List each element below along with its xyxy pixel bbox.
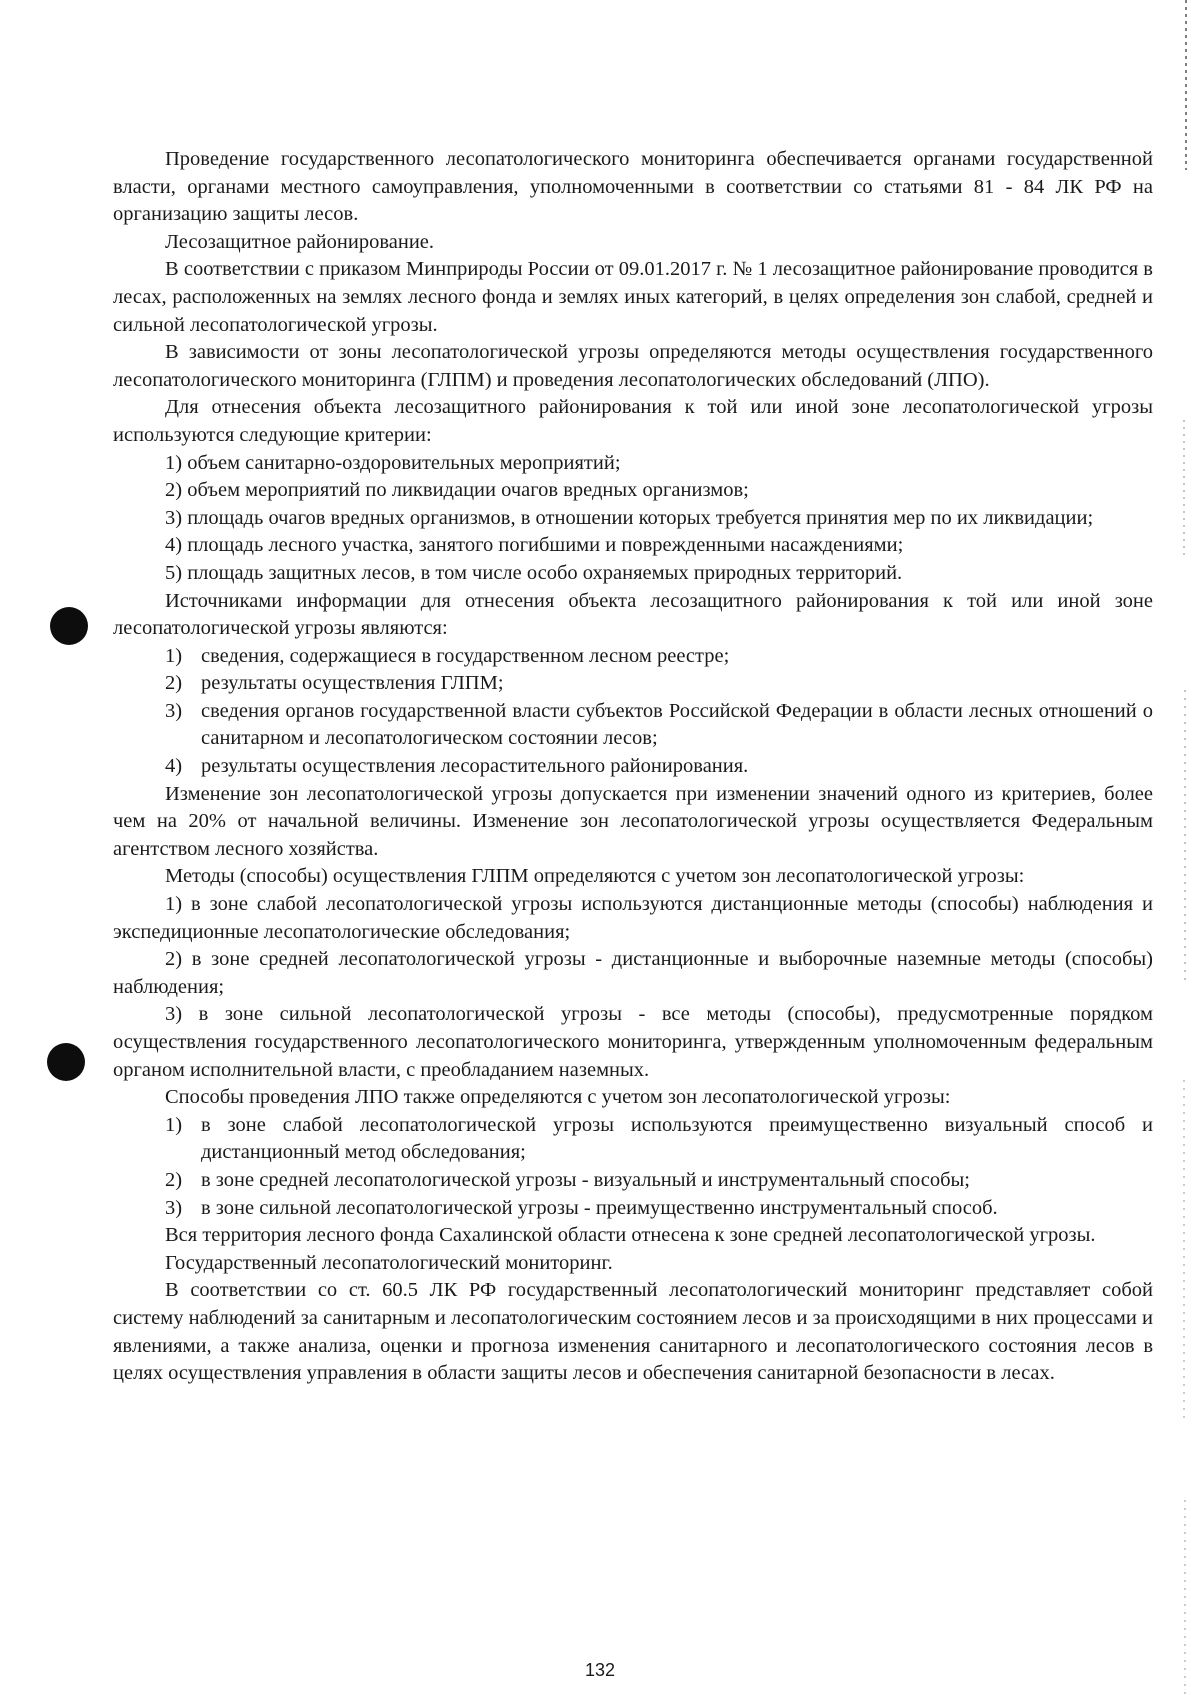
glpm-method-item: 2) в зоне средней лесопатологической угрозы - дистанционные и выборочные наземные методы (способы) наблюдения; <box>113 948 1153 998</box>
paragraph: В зависимости от зоны лесопатологической угрозы определяются методы осуществления государственного лесопатологического мониторинга (ГЛПМ) и проведения лесопатологических обследований (ЛПО). <box>113 341 1153 391</box>
scan-edge-artifact <box>1178 0 1192 1708</box>
punch-hole-top <box>50 607 88 645</box>
list-item-text: сведения, содержащиеся в государственном лесном реестре; <box>201 644 730 667</box>
section-heading: Лесозащитное районирование. <box>165 230 435 253</box>
glpm-method-item: 3) в зоне сильной лесопатологической угрозы - все методы (способы), предусмотренные порядком осуществления государственного лесопатологического мониторинга, утвержденным уполномоченным федеральным органом исполнительной власти, с преобладанием наземных. <box>113 1003 1153 1081</box>
paragraph: Для отнесения объекта лесозащитного районирования к той или иной зоне лесопатологической угрозы используются следующие критерии: <box>113 396 1153 446</box>
criteria-item: 5) площадь защитных лесов, в том числе особо охраняемых природных территорий. <box>165 561 903 584</box>
list-item <box>113 1195 1153 1223</box>
paragraph: Методы (способы) осуществления ГЛПМ определяются с учетом зон лесопатологической угрозы: <box>165 865 1025 888</box>
criteria-item: 3) площадь очагов вредных организмов, в отношении которых требуется принятия мер по их ликвидации; <box>165 506 1094 529</box>
punch-hole-bottom <box>47 1043 85 1081</box>
criteria-item: 1) объем санитарно-оздоровительных мероприятий; <box>165 451 621 474</box>
sources-list <box>113 643 1153 781</box>
paragraph: Источниками информации для отнесения объекта лесозащитного районирования к той или иной зоне лесопатологической угрозы являются: <box>113 589 1153 640</box>
glpm-method-item: 1) в зоне слабой лесопатологической угрозы используются дистанционные методы (способы) наблюдения и экспедиционные лесопатологические обследования; <box>113 893 1153 943</box>
lpo-methods-list <box>113 1112 1153 1222</box>
paragraph: Вся территория лесного фонда Сахалинской области отнесена к зоне средней лесопатологической угрозы. <box>165 1224 1096 1247</box>
list-item-text: результаты осуществления лесорастительного районирования. <box>201 755 749 778</box>
list-item-number: 2) <box>165 672 183 695</box>
section-heading: Государственный лесопатологический мониторинг. <box>165 1251 613 1274</box>
paragraph: В соответствии с приказом Минприроды России от 09.01.2017 г. № 1 лесозащитное районирование проводится в лесах, расположенных на землях лесного фонда и землях иных категорий, в целях определения зон слабой, средней и сильной лесопатологической угрозы. <box>113 258 1153 336</box>
criteria-item: 4) площадь лесного участка, занятого погибшими и поврежденными насаждениями; <box>165 534 904 557</box>
list-item-number: 3) <box>165 699 183 722</box>
list-item <box>113 1112 1153 1167</box>
page-number: 132 <box>584 1660 616 1680</box>
list-item <box>113 698 1153 753</box>
criteria-item: 2) объем мероприятий по ликвидации очагов вредных организмов; <box>165 479 749 502</box>
list-item-number: 1) <box>165 1113 183 1136</box>
paragraph: Проведение государственного лесопатологического мониторинга обеспечивается органами государственной власти, органами местного самоуправления, уполномоченными в соответствии со статьями 81 - 84 ЛК РФ на организацию защиты лесов. <box>113 148 1153 226</box>
list-item-number: 3) <box>165 1196 183 1219</box>
list-item <box>113 753 1153 781</box>
list-item-text: в зоне сильной лесопатологической угрозы - преимущественно инструментальный способ. <box>201 1196 998 1219</box>
list-item-text: сведения органов государственной власти субъектов Российской Федерации в области лесных отношений о санитарном и лесопатологическом состоянии лесов; <box>201 699 1153 750</box>
list-item <box>113 670 1153 698</box>
list-item <box>113 643 1153 671</box>
paragraph: В соответствии со ст. 60.5 ЛК РФ государственный лесопатологический мониторинг представляет собой систему наблюдений за санитарным и лесопатологическим состоянием лесов и за происходящими в них процессами и явлениями, а также анализа, оценки и прогноза изменения санитарного и лесопатологического состояния лесов в целях осуществления управления в области защиты лесов и обеспечения санитарной безопасности в лесах. <box>113 1279 1153 1385</box>
list-item-number: 2) <box>165 1168 183 1191</box>
paragraph: Изменение зон лесопатологической угрозы допускается при изменении значений одного из критериев, более чем на 20% от начальной величины. Изменение зон лесопатологической угрозы осуществляется Федеральным агентством лесного хозяйства. <box>113 782 1153 860</box>
body-text <box>113 146 1153 1388</box>
paragraph: Способы проведения ЛПО также определяются с учетом зон лесопатологической угрозы: <box>165 1086 951 1109</box>
list-item-text: результаты осуществления ГЛПМ; <box>201 672 504 695</box>
list-item-text: в зоне слабой лесопатологической угрозы используются преимущественно визуальный способ и дистанционный метод обследования; <box>201 1113 1153 1164</box>
list-item-number: 1) <box>165 644 183 667</box>
list-item <box>113 1167 1153 1195</box>
list-item-text: в зоне средней лесопатологической угрозы - визуальный и инструментальный способы; <box>201 1168 970 1191</box>
list-item-number: 4) <box>165 755 183 778</box>
